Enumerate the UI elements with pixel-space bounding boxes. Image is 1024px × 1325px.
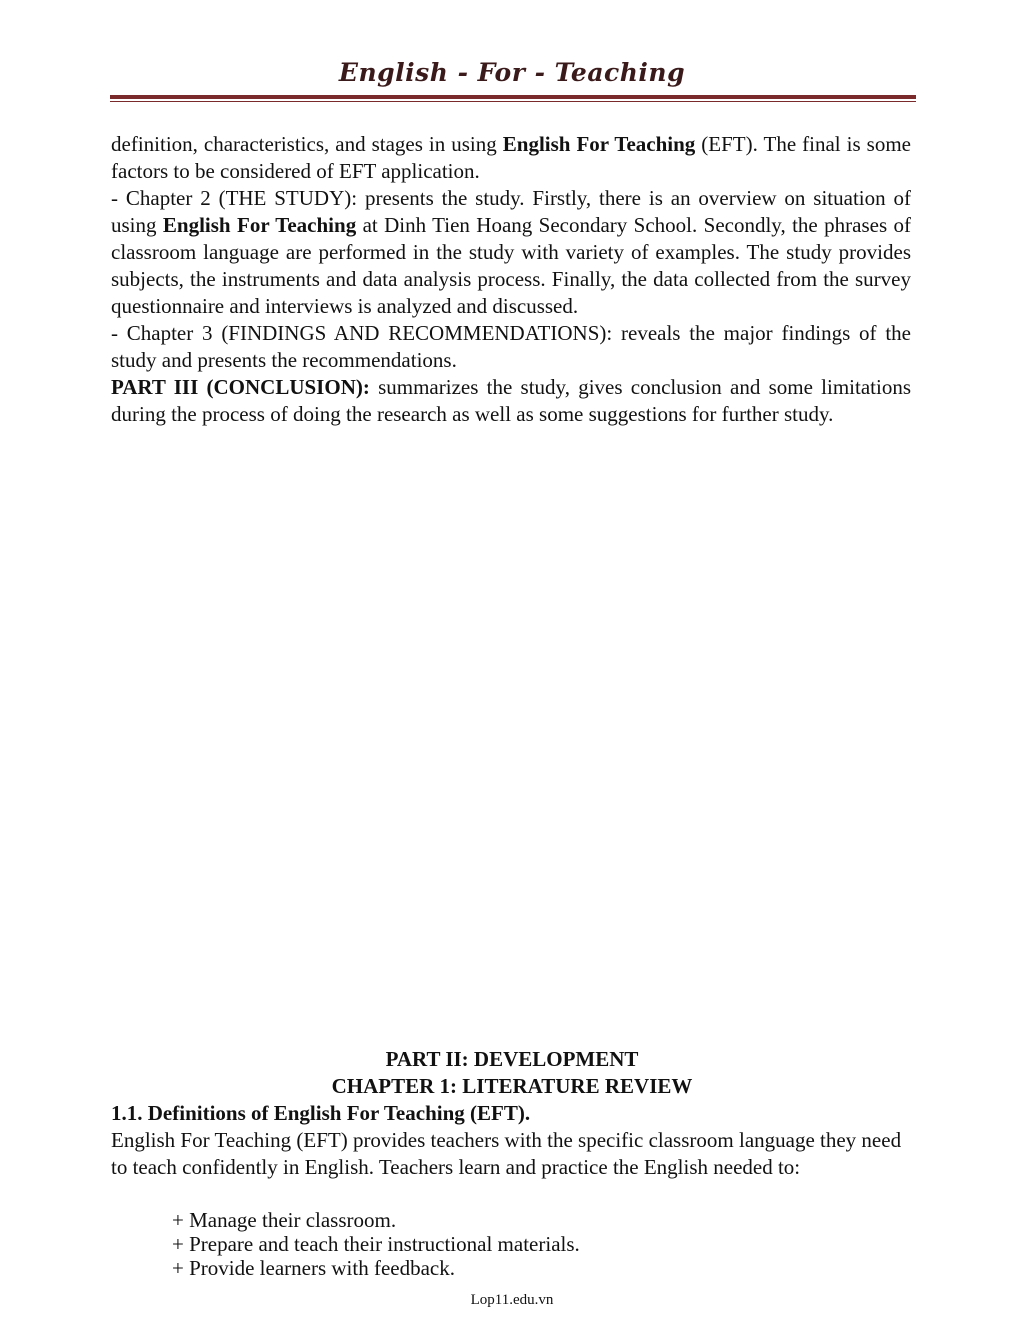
intro-paragraph-4 bbox=[111, 374, 911, 428]
header-rule-thin bbox=[110, 101, 916, 102]
intro-p4-bold: PART III (CONCLUSION): bbox=[111, 375, 370, 399]
intro-p1-text-a: definition, characteristics, and stages in using bbox=[111, 132, 503, 156]
intro-p2-bold: English For Teaching bbox=[162, 213, 357, 237]
section-paragraph: English For Teaching (EFT) provides teachers with the specific classroom language they need to teach confidently in English. Teachers learn and practice the English needed to: bbox=[111, 1128, 902, 1179]
intro-p1-text-b: (EFT). The final is some factors to be considered of EFT application. bbox=[111, 132, 911, 183]
page-footer-source: Lop11.edu.vn bbox=[470, 1292, 554, 1308]
page-header-title: English - For - Teaching bbox=[338, 58, 686, 87]
intro-paragraph-2 bbox=[111, 185, 911, 320]
intro-paragraph-3: - Chapter 3 (FINDINGS AND RECOMMENDATIONS): reveals the major findings of the study and presents the recommendations. bbox=[111, 321, 911, 372]
intro-text-block bbox=[111, 131, 911, 428]
chapter-title: CHAPTER 1: LITERATURE REVIEW bbox=[331, 1074, 693, 1098]
bullet-item-3: + Provide learners with feedback. bbox=[172, 1256, 455, 1280]
header-rule-thick bbox=[110, 95, 916, 99]
intro-p1-bold: English For Teaching bbox=[502, 132, 696, 156]
section-title: 1.1. Definitions of English For Teaching (EFT). bbox=[111, 1101, 531, 1125]
intro-paragraph-1 bbox=[111, 131, 911, 185]
part-title: PART II: DEVELOPMENT bbox=[385, 1047, 639, 1071]
intro-p2-text-a: - Chapter 2 (THE STUDY): presents the study. Firstly, there is an overview on situation of using bbox=[111, 186, 911, 237]
bullet-item-2: + Prepare and teach their instructional materials. bbox=[172, 1232, 580, 1256]
bullet-item-1: + Manage their classroom. bbox=[172, 1208, 397, 1232]
intro-p4-text: summarizes the study, gives conclusion and some limitations during the process of doing the research as well as some suggestions for further study. bbox=[111, 375, 911, 426]
intro-p2-text-b: at Dinh Tien Hoang Secondary School. Secondly, the phrases of classroom language are performed in the study with variety of examples. The study provides subjects, the instruments and data analysis process. Finally, the data collected from the survey questionnaire and interviews is analyzed and discussed. bbox=[111, 213, 911, 318]
